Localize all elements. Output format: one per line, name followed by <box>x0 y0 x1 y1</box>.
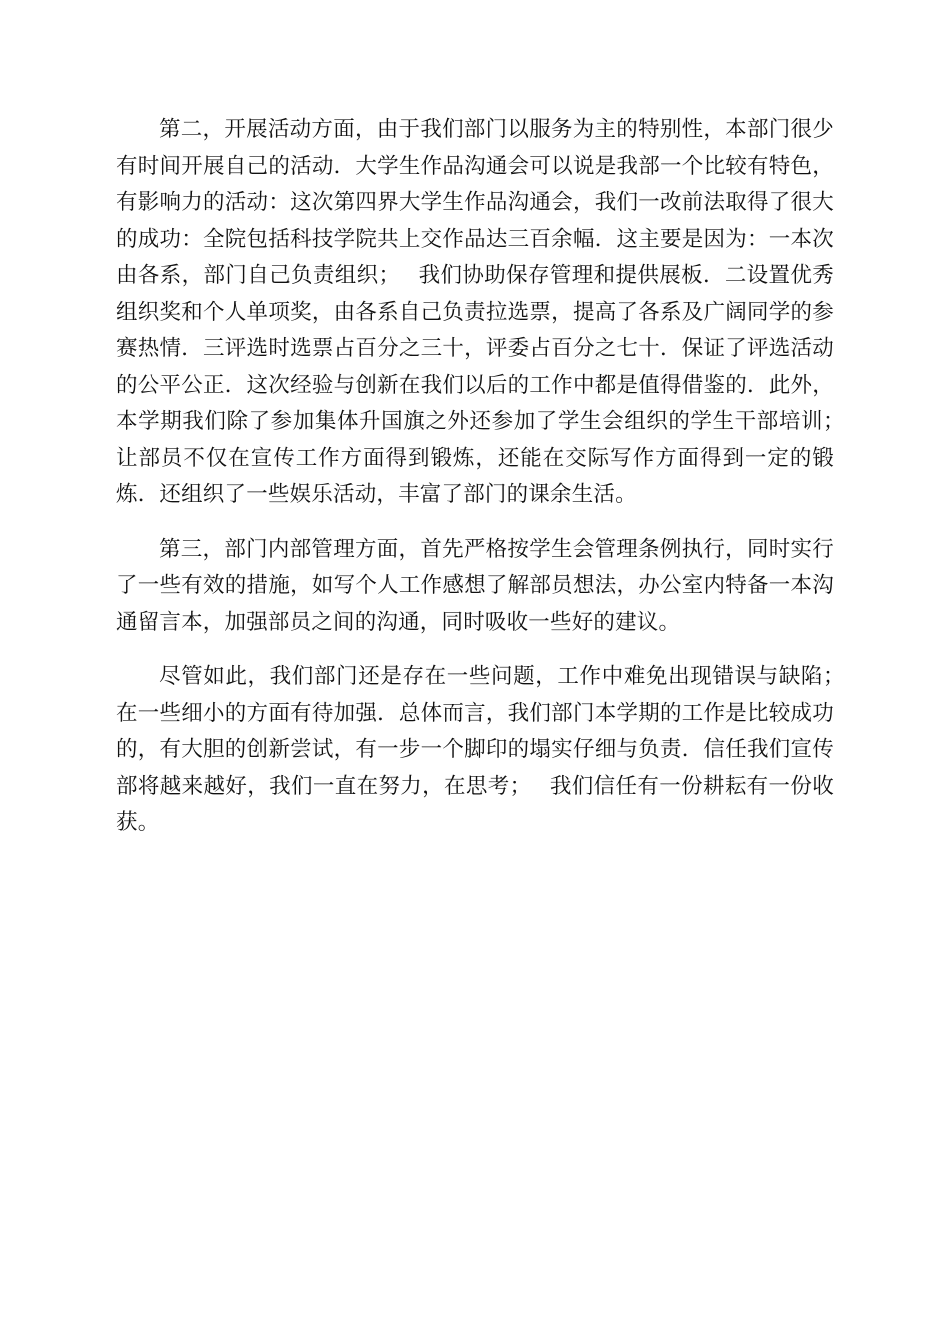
document-body <box>116 112 863 860</box>
paragraph-conclusion: 尽管如此，我们部门还是存在一些问题，工作中难免出现错误与缺陷； 在一些细小的方面有待加强．总体而言，我们部门本学期的工作是比较成功的，有大胆的创新尝试，有一步一个脚印的塌实仔细与负责．信任我们宣传部将越来越好，我们一直在努力，在思考； 我们信任有一份耕耘有一份收获。 <box>116 664 863 835</box>
paragraph-internal-management: 第三，部门内部管理方面，首先严格按学生会管理条例执行，同时实行了一些有效的措施，如写个人工作感想了解部员想法，办公室内特备一本沟通留言本，加强部员之间的沟通，同时吸收一些好的建议。 <box>116 536 834 635</box>
paragraph-activities: 第二，开展活动方面，由于我们部门以服务为主的特别性，本部门很少有时间开展自己的活动．大学生作品沟通会可以说是我部一个比较有特色，有影响力的活动：这次第四界大学生作品沟通会，我们一改前法取得了很大的成功：全院包括科技学院共上交作品达三百余幅．这主要是因为：一本次由各系，部门自己负责组织； 我们协助保存管理和提供展板．二设置优秀组织奖和个人单项奖，由各系自己负责拉选票，提高了各系及广阔同学的参赛热情．三评选时选票占百分之三十，评委占百分之七十．保证了评选活动的公平公正．这次经验与创新在我们以后的工作中都是值得借鉴的．此外，本学期我们除了参加集体升国旗之外还参加了学生会组织的学生干部培训； 让部员不仅在宣传工作方面得到锻炼，还能在交际写作方面得到一定的锻炼．还组织了一些娱乐活动，丰富了部门的课余生活。 <box>116 117 863 507</box>
